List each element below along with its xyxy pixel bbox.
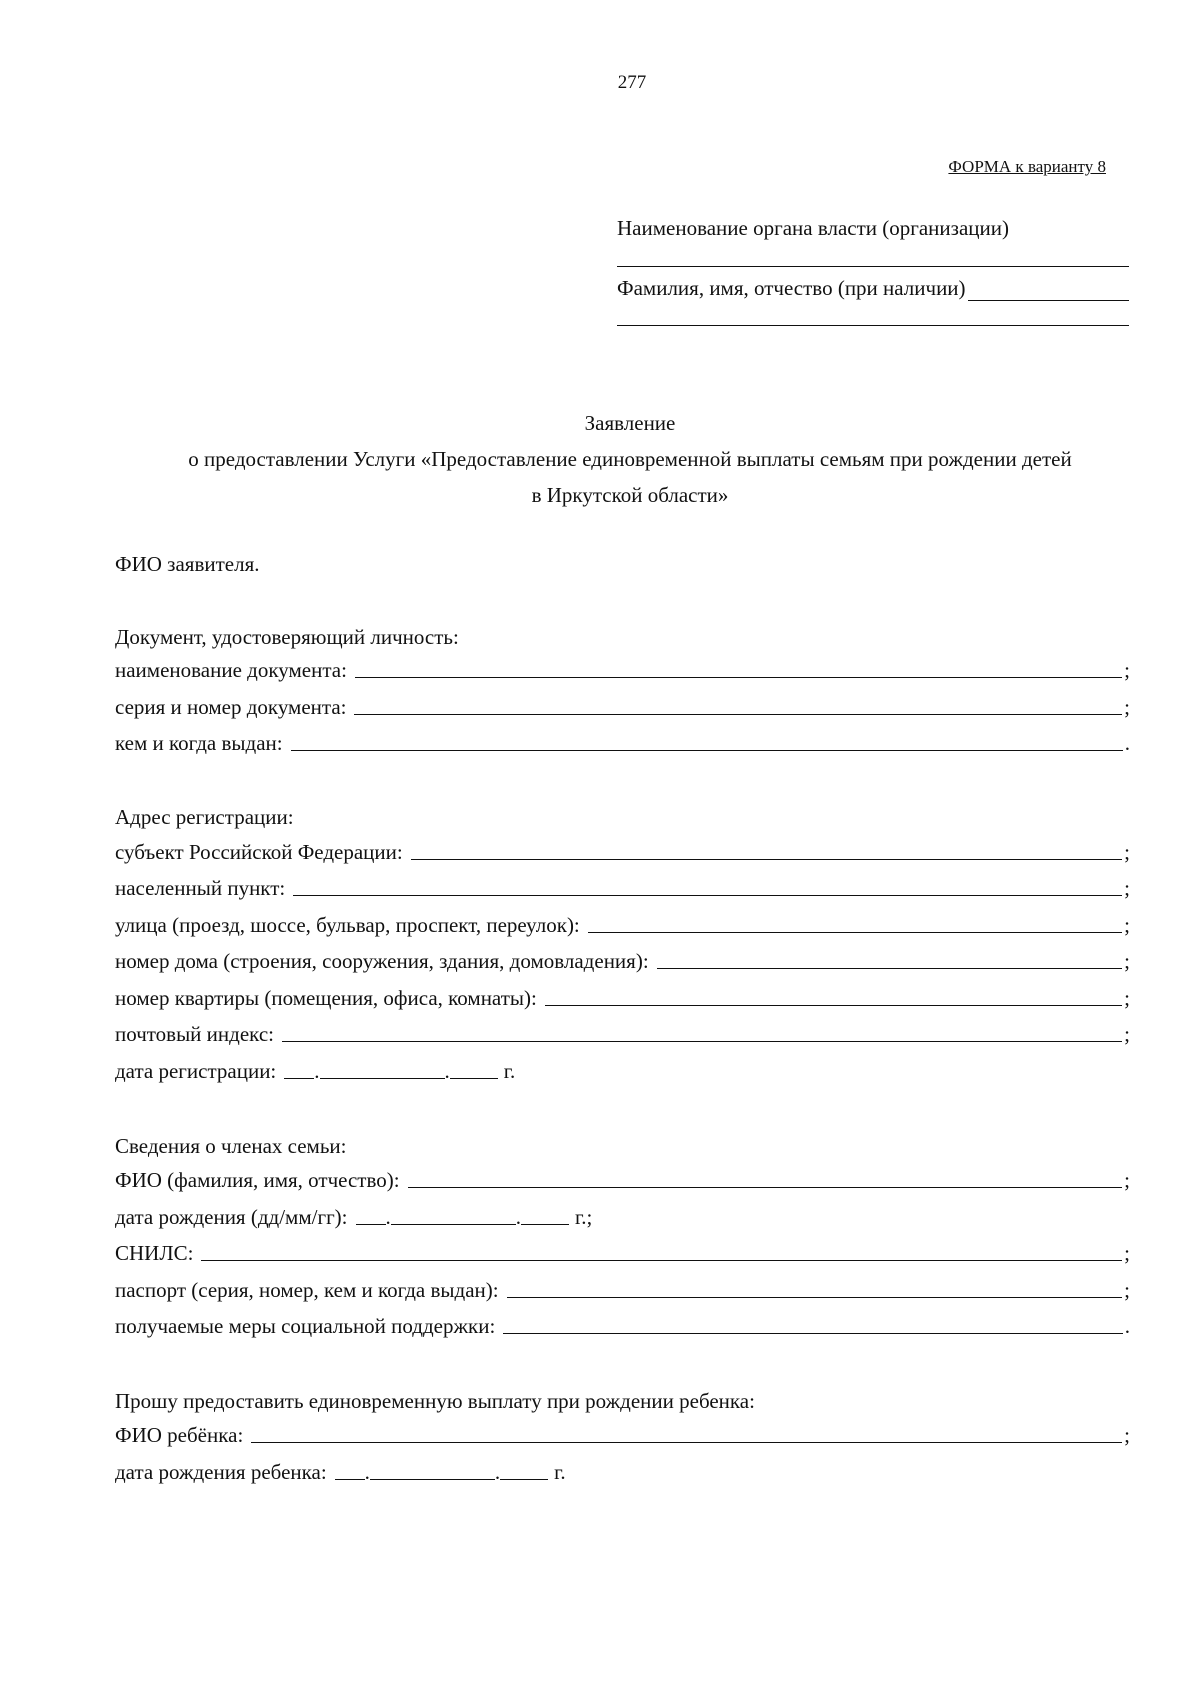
family-birth-suffix: г.; [575, 1205, 593, 1229]
reg-date-month-field[interactable] [320, 1078, 445, 1079]
family-heading: Сведения о членах семьи: [115, 1134, 347, 1158]
reg-date-suffix: г. [503, 1059, 516, 1083]
family-birth-row [115, 1202, 592, 1230]
locality-row [115, 873, 1130, 901]
locality-label: населенный пункт: [115, 876, 286, 900]
doc-number-end: ; [1124, 695, 1130, 719]
passport-row [115, 1275, 1130, 1303]
postcode-field[interactable] [282, 1041, 1122, 1042]
family-birth-sep-1: . [385, 1205, 391, 1229]
child-birth-row [115, 1457, 566, 1485]
passport-field[interactable] [507, 1297, 1123, 1298]
support-label: получаемые меры социальной поддержки: [115, 1314, 496, 1338]
authority-fio-field[interactable] [968, 280, 1129, 301]
family-birth-sep-2: . [515, 1205, 522, 1229]
issued-field[interactable] [291, 750, 1123, 751]
child-fio-field[interactable] [251, 1442, 1122, 1443]
reg-date-sep-1: . [314, 1059, 320, 1083]
passport-label: паспорт (серия, номер, кем и когда выдан): [115, 1278, 499, 1302]
address-heading: Адрес регистрации: [115, 805, 294, 829]
reg-date-label: дата регистрации: [115, 1059, 277, 1083]
issued-end: . [1124, 731, 1130, 755]
child-birth-suffix: г. [554, 1460, 566, 1484]
subject-row [115, 837, 1130, 865]
authority-organ-label: Наименование органа власти (организации) [617, 216, 1009, 240]
street-label: улица (проезд, шоссе, бульвар, проспект, переулок): [115, 913, 580, 937]
authority-organ-field[interactable] [617, 266, 1129, 267]
child-fio-label: ФИО ребёнка: [115, 1423, 244, 1447]
snils-field[interactable] [201, 1260, 1122, 1261]
street-end: ; [1124, 913, 1130, 937]
child-birth-month-field[interactable] [370, 1479, 495, 1480]
reg-date-row [115, 1056, 515, 1084]
child-fio-row [115, 1420, 1130, 1448]
apartment-label: номер квартиры (помещения, офиса, комнаты): [115, 986, 537, 1010]
snils-end: ; [1124, 1241, 1130, 1265]
authority-fio-label: Фамилия, имя, отчество (при наличии) [617, 276, 966, 300]
family-fio-row [115, 1165, 1130, 1193]
postcode-label: почтовый индекс: [115, 1022, 274, 1046]
house-end: ; [1124, 949, 1130, 973]
doc-name-end: ; [1124, 658, 1130, 682]
doc-name-label: наименование документа: [115, 658, 347, 682]
form-reference: ФОРМА к варианту 8 [948, 157, 1106, 176]
doc-number-row [115, 692, 1130, 720]
apartment-field[interactable] [545, 1005, 1122, 1006]
support-row [115, 1311, 1130, 1339]
house-field[interactable] [657, 968, 1123, 969]
issued-row [115, 728, 1130, 756]
applicant-label: ФИО заявителя. [115, 552, 260, 576]
document-title [100, 405, 1160, 513]
title-line-1: Заявление [584, 411, 676, 435]
subject-end: ; [1124, 840, 1130, 864]
identity-heading: Документ, удостоверяющий личность: [115, 625, 459, 649]
subject-label: субъект Российской Федерации: [115, 840, 403, 864]
passport-end: ; [1124, 1278, 1130, 1302]
postcode-row [115, 1019, 1130, 1047]
child-birth-sep-2: . [494, 1460, 501, 1484]
child-birth-year-field[interactable] [500, 1479, 548, 1480]
street-row [115, 910, 1130, 938]
family-birth-year-field[interactable] [521, 1224, 569, 1225]
family-fio-label: ФИО (фамилия, имя, отчество): [115, 1168, 400, 1192]
postcode-end: ; [1124, 1022, 1130, 1046]
family-birth-month-field[interactable] [391, 1224, 516, 1225]
support-field[interactable] [503, 1333, 1122, 1334]
support-end: . [1124, 1314, 1130, 1338]
page-number: 277 [617, 72, 647, 93]
issued-label: кем и когда выдан: [115, 731, 283, 755]
request-heading: Прошу предоставить единовременную выплату при рождении ребенка: [115, 1389, 755, 1413]
doc-number-label: серия и номер документа: [115, 695, 347, 719]
street-field[interactable] [588, 932, 1122, 933]
family-birth-day-field[interactable] [356, 1224, 386, 1225]
house-row [115, 946, 1130, 974]
snils-label: СНИЛС: [115, 1241, 194, 1265]
child-fio-end: ; [1124, 1423, 1130, 1447]
authority-fio-row [617, 276, 1129, 301]
child-birth-label: дата рождения ребенка: [115, 1460, 327, 1484]
family-birth-label: дата рождения (дд/мм/гг): [115, 1205, 348, 1229]
locality-field[interactable] [293, 895, 1122, 896]
snils-row [115, 1238, 1130, 1266]
family-fio-field[interactable] [408, 1187, 1123, 1188]
doc-number-field[interactable] [354, 714, 1122, 715]
child-birth-sep-1: . [364, 1460, 370, 1484]
family-fio-end: ; [1124, 1168, 1130, 1192]
authority-fio-field-extra[interactable] [617, 325, 1129, 326]
apartment-end: ; [1124, 986, 1130, 1010]
child-birth-day-field[interactable] [335, 1479, 365, 1480]
title-line-3: в Иркутской области» [531, 483, 729, 507]
title-line-2: о предоставлении Услуги «Предоставление единовременной выплаты семьям при рождении детей [188, 447, 1072, 471]
house-label: номер дома (строения, сооружения, здания, домовладения): [115, 949, 649, 973]
reg-date-year-field[interactable] [450, 1078, 498, 1079]
reg-date-sep-2: . [444, 1059, 450, 1083]
locality-end: ; [1124, 876, 1130, 900]
doc-name-field[interactable] [355, 677, 1122, 678]
doc-name-row [115, 655, 1130, 683]
subject-field[interactable] [411, 859, 1122, 860]
apartment-row [115, 983, 1130, 1011]
reg-date-day-field[interactable] [284, 1078, 314, 1079]
